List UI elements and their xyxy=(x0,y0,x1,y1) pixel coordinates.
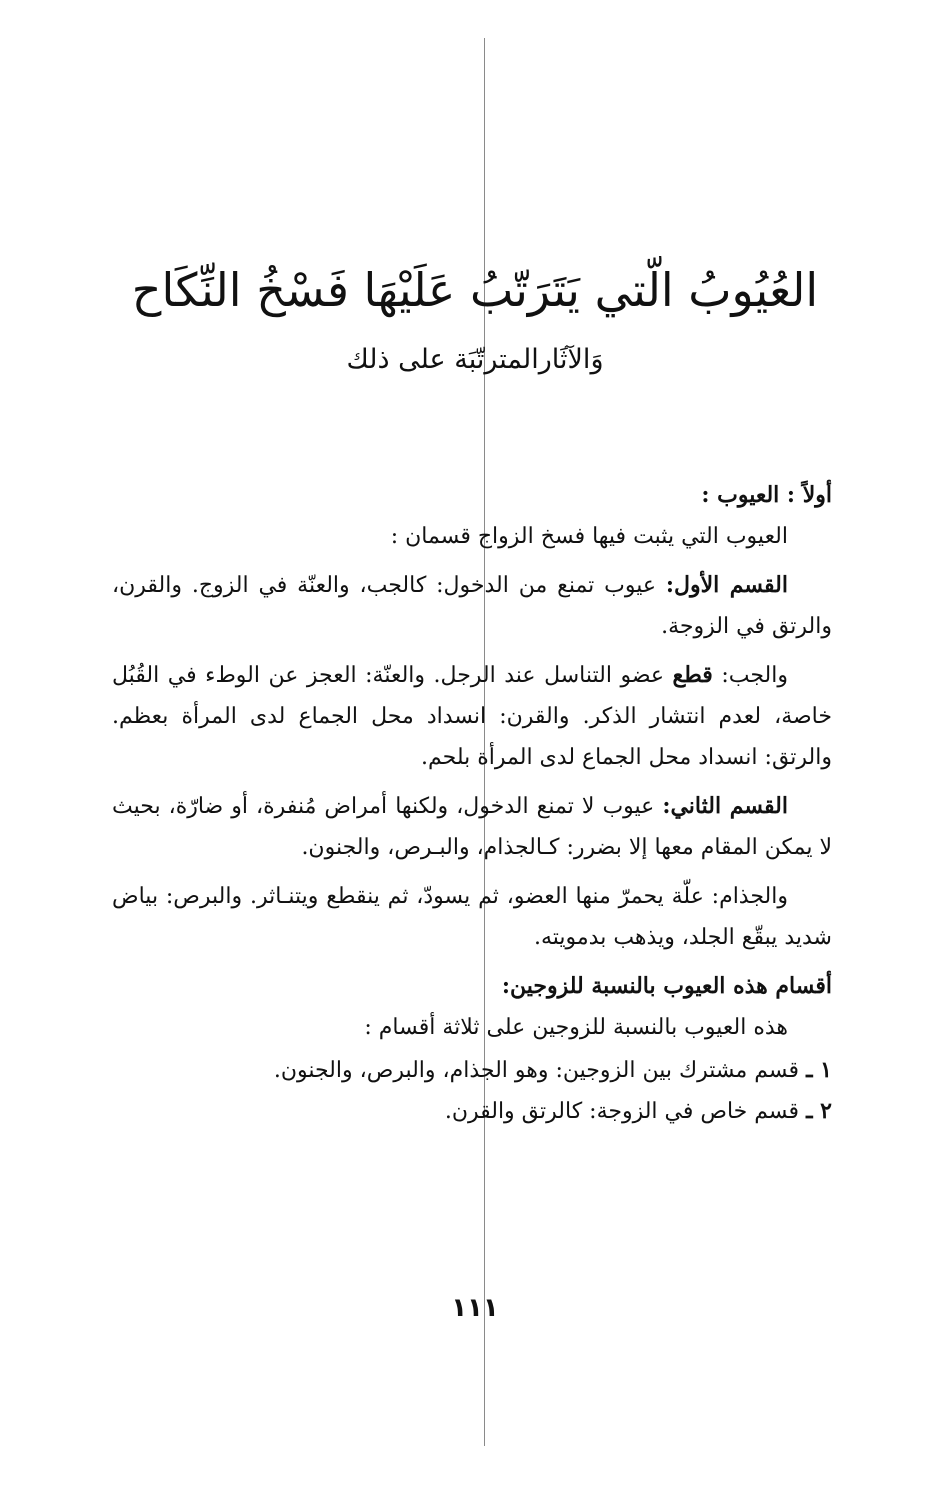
chapter-title: العُيُوبُ الّتي يَتَرَتّبُ عَلَيْهَا فَسْخُ النِّكَاح xyxy=(131,263,819,317)
part-two-paragraph xyxy=(112,786,832,868)
defects-intro-paragraph: العيوب التي يثبت فيها فسخ الزواج قسمان : xyxy=(390,524,788,549)
part-one-label: القسم الأول: xyxy=(665,572,788,598)
page-number: ١١١ xyxy=(451,1293,499,1323)
definitions-one-rest: عضو التناسل عند الرجل. والعنّة: العجز عن الوطء في القُبُل خاصة، لعدم انتشار الذكر. والقرن: انسداد محل الجماع لدى المرأة بعظم. والرتق: انسداد محل الجماع لدى المرأة بلحم. xyxy=(112,663,832,770)
section-heading-categories: أقسام هذه العيوب بالنسبة للزوجين: xyxy=(501,973,832,999)
chapter-subtitle: وَالآثَارالمترتّبَة على ذلك xyxy=(346,344,604,375)
part-one-text: عيوب تمنع من الدخول: كالجب، والعنّة في الزوج. والقرن، والرتق في الزوجة. xyxy=(112,573,832,639)
list-item-number: ١ ـ xyxy=(806,1057,832,1083)
list-item-number: ٢ ـ xyxy=(806,1098,832,1124)
list-item xyxy=(112,1091,832,1132)
list-item-text: قسم مشترك بين الزوجين: وهو الجذام، والبرص، والجنون. xyxy=(273,1058,807,1083)
definitions-one-paragraph xyxy=(112,655,832,778)
definitions-one-bold: قطع xyxy=(672,662,713,688)
definitions-two-paragraph: والجذام: علّة يحمرّ منها العضو، ثم يسودّ، ثم ينقطع ويتنـاثر. والبرص: بياض شديد يبقّع الجلد، ويذهب بدمويته. xyxy=(112,884,832,950)
list-item xyxy=(112,1050,832,1091)
part-two-text: عيوب لا تمنع الدخول، ولكنها أمراض مُنفرة، أو ضارّة، بحيث لا يمكن المقام معها إلا بضرر: كـالجذام، والبـرص، والجنون. xyxy=(112,794,832,860)
section-heading-defects: أولاً : العيوب : xyxy=(701,482,832,508)
body-text xyxy=(112,475,832,1132)
definitions-one-start: والجب: xyxy=(712,663,788,688)
categories-intro-paragraph: هذه العيوب بالنسبة للزوجين على ثلاثة أقسام : xyxy=(364,1015,788,1040)
list-item-text: قسم خاص في الزوجة: كالرتق والقرن. xyxy=(444,1099,807,1124)
part-one-paragraph xyxy=(112,565,832,647)
part-two-label: القسم الثاني: xyxy=(662,793,788,819)
